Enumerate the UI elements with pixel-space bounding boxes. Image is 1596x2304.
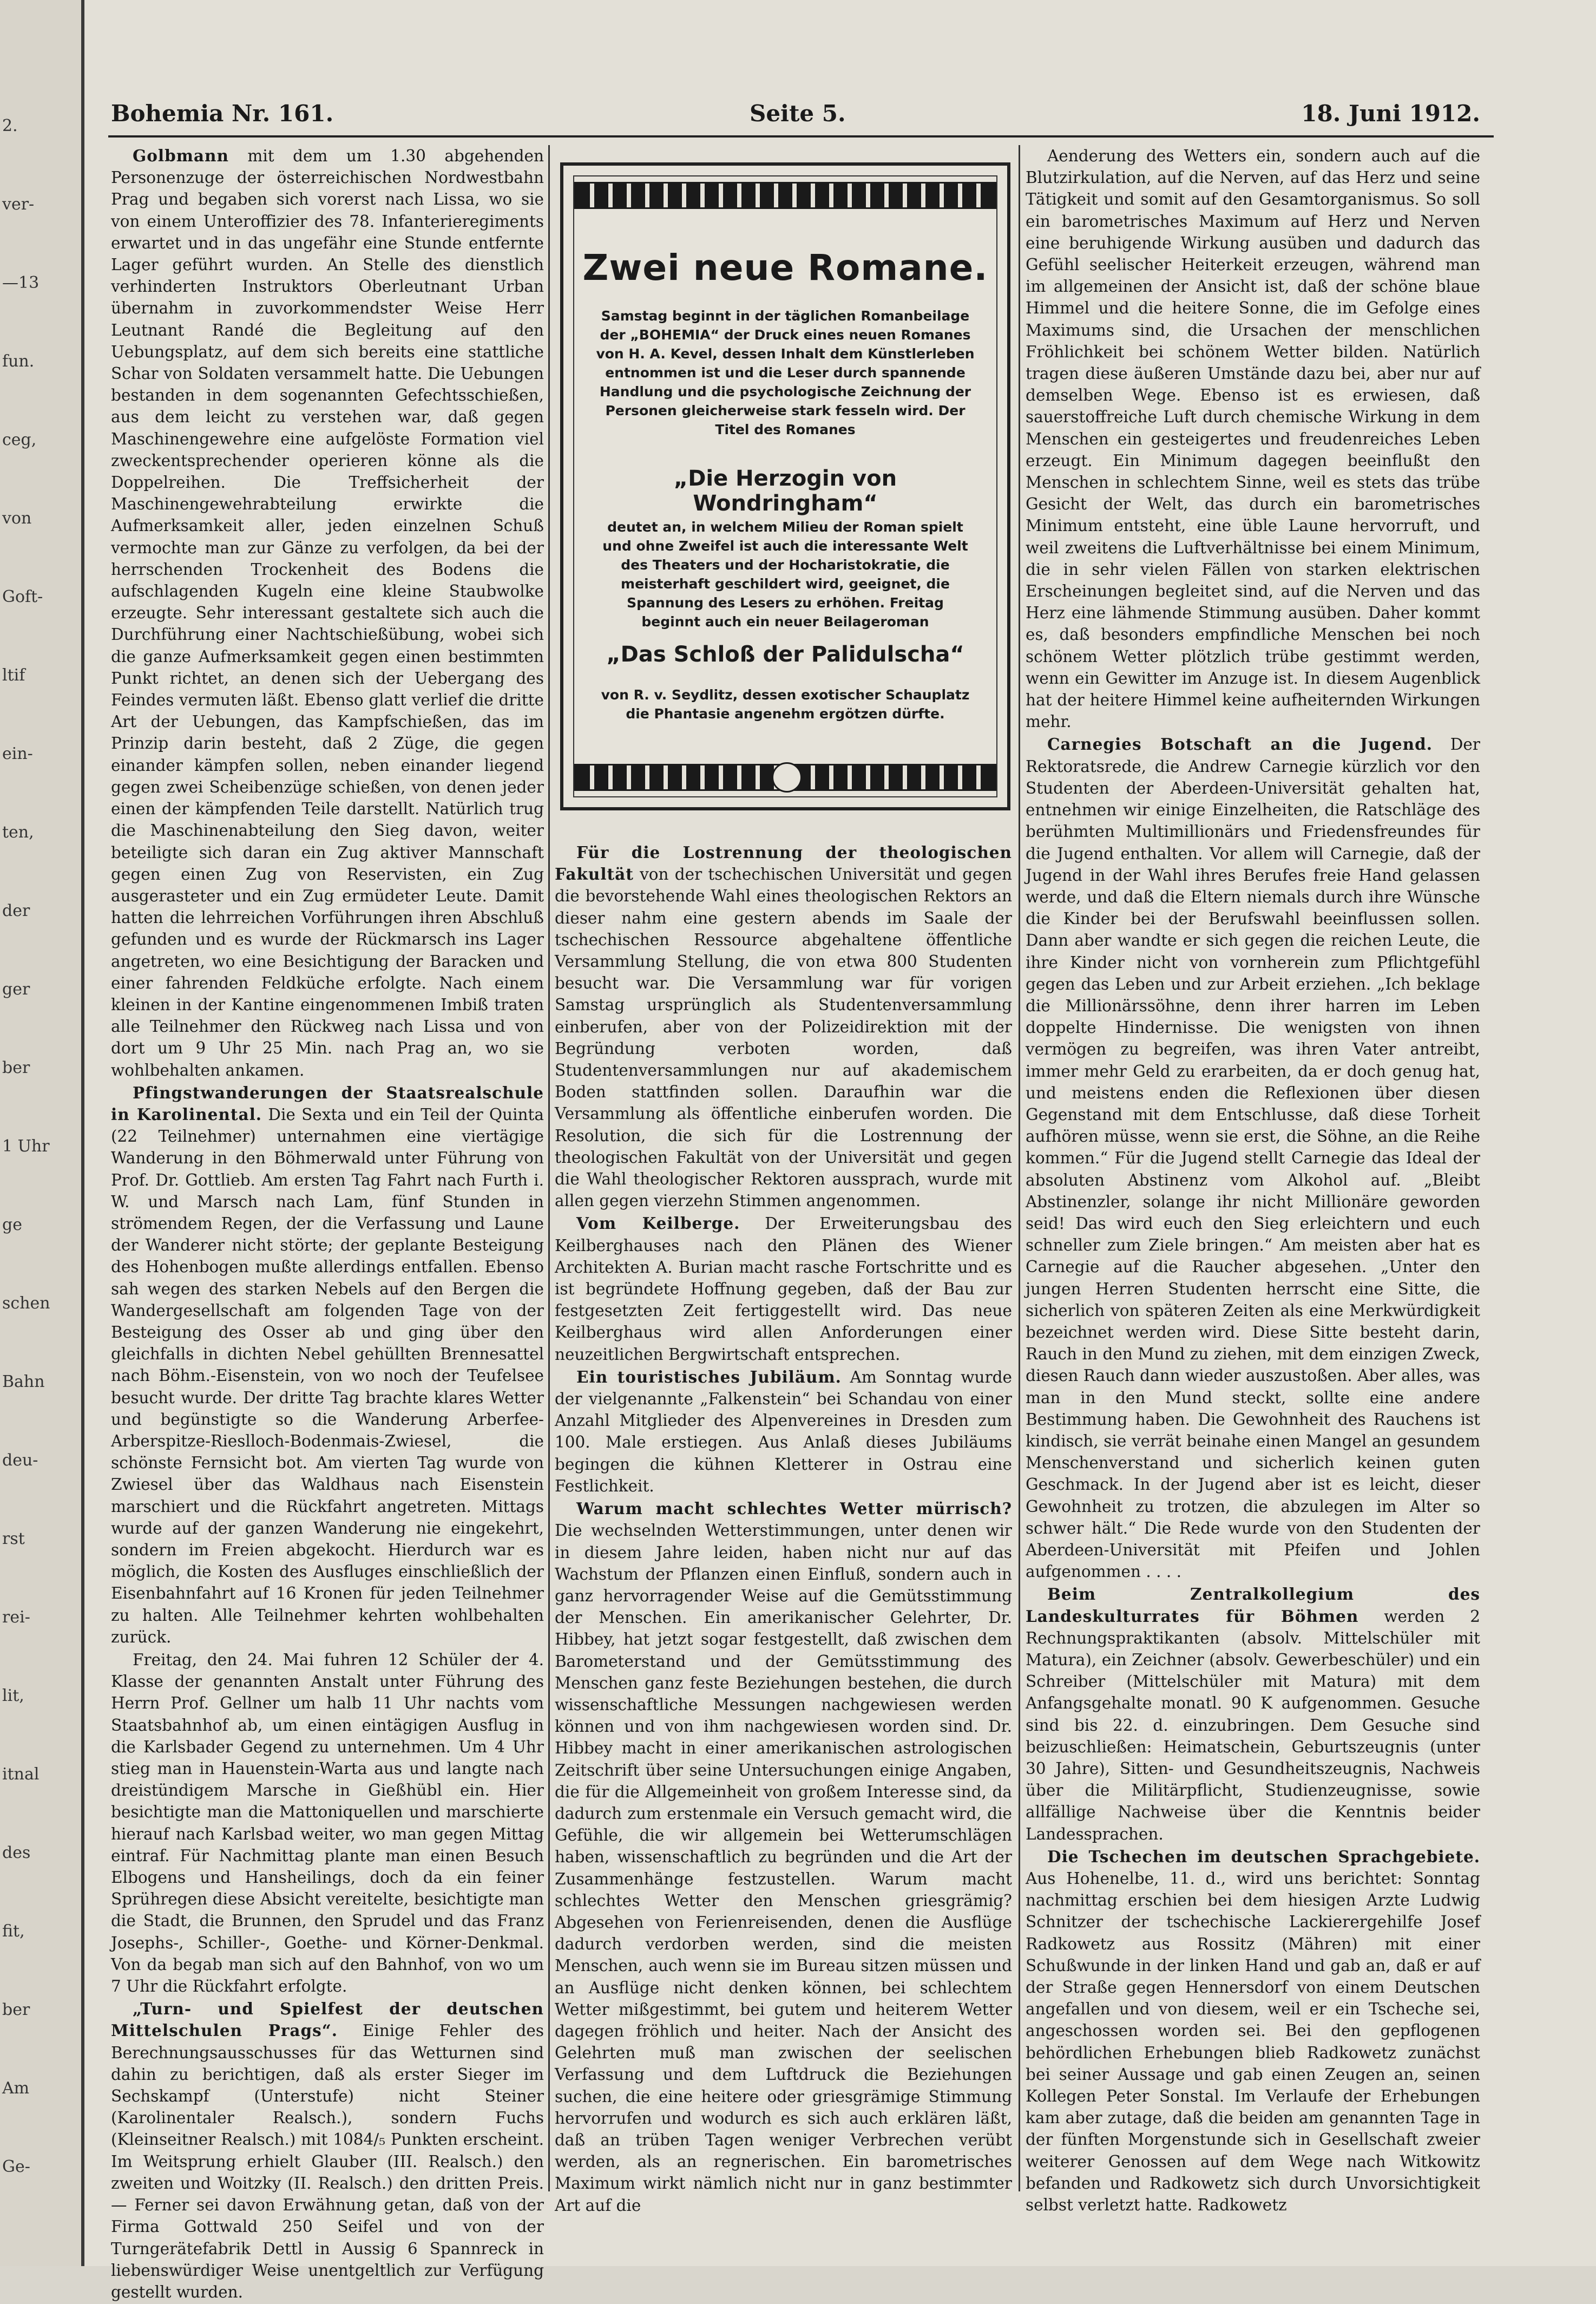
article-paragraph [555,1366,1012,1497]
gutter-fragment: itnal [2,1765,40,1784]
gutter-fragment: ein- [2,744,33,763]
gutter-fragment: Am [2,2079,30,2098]
gutter-fragment: —13 [2,273,40,292]
article-paragraph [111,1998,544,2303]
article-paragraph [111,1649,544,1997]
article-headline: Beim Zentralkollegium des Landeskulturrates für Böhmen [1026,1585,1480,1626]
ornament-border-bottom [574,764,996,791]
issue-date: 18. Juni 1912. [1301,100,1480,127]
article-headline: „Turn- und Spielfest der deutschen Mittelschulen Prags“. [111,1999,544,2040]
gutter-fragment: rst [2,1529,25,1548]
gutter-fragment: ltif [2,666,25,685]
gutter-fragment: ver- [2,195,35,214]
gutter-fragment: 2. [2,116,18,135]
box-middle: deutet an, in welchem Milieu der Roman spielt und ohne Zweifel ist auch die interessante Welt des Theaters und der Hocharistokratie, die meisterhaft geschildert wird, geeignet, die Spannung des Lesers zu erhöhen. Freitag beginnt auch ein neuer Beilageroman [602,519,968,630]
box-title: Zwei neue Romane. [582,247,988,289]
gutter-fragment: des [2,1843,31,1862]
article-paragraph [1026,1583,1480,1844]
novel-announcement-box [560,162,1010,810]
article-headline: Warum macht schlechtes Wetter mürrisch? [576,1499,1012,1518]
gutter-fragment: ber [2,1058,30,1077]
article-headline: Pfingstwanderungen der Staatsrealschule in Karolinental. [111,1083,544,1124]
gutter-fragment: von [2,509,32,528]
article-body: Der Rektoratsrede, die Andrew Carnegie kürzlich vor den Studenten der Aberdeen-Universität gehalten hat, entnehmen wir einige Einzelheiten, die Ratschläge des berühmten Multimillionärs und Friedensfreundes für die Jugend enthalten. Vor allem will Carnegie, daß der Jugend in der Wahl ihres Berufes freie Hand gelassen werde, und daß die Eltern niemals durch ihre Wünsche die Kinder bei der Berufswahl beeinflussen sollen. Dann aber wandte er sich gegen die reichen Leute, die ihre Kinder nicht von vornherein zum Pflichtgefühl gegen das Leben und zur Arbeit erziehen. „Ich beklage die Millionärssöhne, denn ihrer harren im Leben doppelte Hindernisse. Die wenigsten von ihnen vermögen zu begreifen, was ihren Vater antreibt, immer mehr Geld zu erarbeiten, da er doch genug hat, und meistens enden die Reflexionen über diesen Gegenstand mit dem Entschlusse, daß diese Torheit aufhören müsse, wenn sie erst, die Söhne, an die Reihe kommen.“ Für die Jugend stellt Carnegie das Ideal der absoluten Abstinenz vom Alkohol auf. „Bleibt Abstinenzler, solange ihr nicht Millionäre geworden seid! Das wird euch den Sieg erleichtern und euch schneller zum Ziele bringen.“ Am meisten aber hat es Carnegie auf die Raucher abgesehen. „Unter den jungen Herren Studenten herrscht eine Sitte, die sicherlich von späteren Zeiten als eine Merkwürdigkeit bezeichnet werden wird. Diese Sitte besteht darin, Rauch in den Mund zu ziehen, mit dem einzigen Zweck, diesen Rauch dann wieder auszustoßen. Aber alles, was man in den Mund steckt, sollte eine andere Bestimmung haben. Die Gewohnheit des Rauchens ist kindisch, sie verrät beinahe einen Mangel an gesundem Menschenverstand und sicherlich keinen guten Geschmack. In der Jugend aber ist es leicht, dieser Gewohnheit zu trotzen, die abzulegen im Alter so schwer hält.“ Die Rede wurde von den Studenten der Aberdeen-Universität mit Pfeifen und Johlen aufgenommen . . . . [1026,735,1480,1581]
article-body: mit dem um 1.30 abgehenden Personenzuge der österreichischen Nordwestbahn Prag und begaben sich vorerst nach Lissa, wo sie von einem Unteroffizier des 78. Infanterieregiments erwartet und in das ungefähr eine Stunde entfernte Lager geführt wurden. An Stelle des dienstlich verhinderten Instruktors Oberleutnant Urban übernahm in zuvorkommendster Weise Herr Leutnant Randé die Begleitung auf den Uebungsplatz, auf dem sich bereits eine stattliche Schar von Soldaten versammelt hatte. Die Uebungen bestanden in dem sogenannten Gefechtsschießen, aus dem leicht zu verstehen war, daß gegen Maschinengewehre eine aufgelöste Formation viel zweckentsprechender operieren könne als die Doppelreihen. Die Treffsicherheit der Maschinengewehrabteilung erwirkte die Aufmerksamkeit aller, jeden einzelnen Schuß vermochte man zur Gänze zu verfolgen, da bei der herrschenden Trockenheit des Bodens die aufschlagenden Kugeln eine kleine Staubwolke erzeugte. Sehr interessant gestaltete sich auch die Durchführung einer Nachtschießübung, wobei sich die ganze Aufmerksamkeit gegen einen bestimmten Punkt richtet, an denen sich der Uebergang des Feindes vermuten läßt. Ebenso glatt verlief die dritte Art der Uebungen, das Kampfschießen, das im Prinzip darin besteht, daß 2 Züge, die gegen einander kämpfen sollen, neben einander liegend gegen zwei Scheibenzüge schießen, von denen jeder einen der kämpfenden Teile darstellt. Natürlich trug die Maschinenabteilung den Sieg davon, weiter beteiligte sich daran ein Zug aktiver Mannschaft gegen einen Zug von Reservisten, ein Zug ausgerasteter und ein Zug ermüdeter Leute. Damit hatten die lehrreichen Vorführungen ihren Abschluß gefunden und es wurde der Rückmarsch ins Lager angetreten, wo eine Besichtigung der Baracken und einer fahrenden Feldküche erfolgte. Nach einem kleinen in der Kantine eingenommenen Imbiß traten alle Teilnehmer den Rückweg nach Lissa und von dort um 9 Uhr 25 Min. nach Prag an, wo sie wohlbehalten ankamen. [111,147,544,1079]
ornament-border-top [574,182,996,209]
header-rule [108,135,1494,138]
box-intro: Samstag beginnt in der täglichen Romanbeilage der „BOHEMIA“ der Druck eines neuen Romanes von H. A. Kevel, dessen Inhalt dem Künstlerleben entnommen ist und die Leser durch spannende Handlung und die psychologische Zeichnung der Personen gleicherweise stark fesseln wird. Der Titel des Romanes [596,308,975,437]
article-body: Der Erweiterungsbau des Keilberghauses nach den Plänen des Wiener Architekten A. Burian macht rasche Fortschritte und es ist begründete Hoffnung gegeben, daß der Bau zur festgesetzten Zeit fertiggestellt wird. Das neue Keilberghaus wird allen Anforderungen einer neuzeitlichen Bergwirtschaft entsprechen. [555,1214,1012,1364]
article-paragraph [1026,1846,1480,2216]
article-headline: Carnegies Botschaft an die Jugend. [1047,735,1433,754]
gutter-fragment: fun. [2,352,35,371]
article-paragraph [111,1082,544,1648]
ornament-center-icon [772,762,802,793]
article-paragraph [555,1498,1012,2216]
gutter-fragment: ger [2,980,30,999]
gutter-fragment: Ge- [2,2157,30,2176]
article-paragraph [555,842,1012,1212]
gutter-fragment: 1 Uhr [2,1137,50,1156]
article-headline: Für die Lostrennung der theologischen Fakultät [555,843,1012,884]
page-number: Seite 5. [750,100,846,127]
article-body: Aus Hohenelbe, 11. d., wird uns berichtet: Sonntag nachmittag erschien bei dem hiesigen Arzte Ludwig Schnitzer der tschechische Lackierergehilfe Josef Radkowetz aus Rossitz (Mähren) mit einer Schußwunde in der linken Hand und gab an, daß er auf der Straße gegen Hennersdorf von einem Deutschen angefallen und von diesem, weil er ein Tscheche sei, angeschossen worden sei. Bei den gepflogenen behördlichen Erhebungen blieb Radkowetz zunächst bei seiner Aussage und gab einen Zeugen an, seinen Kollegen Peter Sonstal. Im Verlaufe der Erhebungen kam aber zutage, daß die beiden am genannten Tage in der fünften Morgenstunde sich in Gesellschaft zweier weiterer Genossen auf dem Wege nach Witkowitz befanden und Radkowetz sich durch Unvorsichtigkeit selbst verletzt hatte. Radkowetz [1026,1869,1480,2215]
column-rule-2 [1019,145,1020,2191]
novel-title-1: „Die Herzogin von Wondringham“ [673,466,897,516]
gutter-fragment: schen [2,1294,50,1313]
article-body: Die wechselnden Wetterstimmungen, unter denen wir in diesem Jahre leiden, haben nicht nur auf das Wachstum der Pflanzen einen Einfluß, sondern auch in ganz hervorragender Weise auf die Gemütsstimmung der Menschen. Ein amerikanischer Gelehrter, Dr. Hibbey, hat jetzt sogar festgestellt, daß zwischen dem Barometerstand und der Gemütsstimmung des Menschen ganz feste Beziehungen bestehen, die durch wissenschaftliche Messungen nachgewiesen werden können und von ihm nachgewiesen worden sind. Dr. Hibbey macht in einer amerikanischen astrologischen Zeitschrift über seine Untersuchungen einige Angaben, die für die Allgemeinheit von großem Interesse sind, da dadurch zum erstenmale ein Versuch gemacht wird, die Gefühle, die wir allgemein bei Wetterumschlägen haben, wissenschaftlich zu begründen und die Art der Zusammenhänge festzustellen. Warum macht schlechtes Wetter den Menschen griesgrämig? Abgesehen von Ferienreisenden, denen die Ausflüge dadurch verdorben werden, sind die meisten Menschen, auch wenn sie im Bureau sitzen müssen und an Ausflüge nicht denken können, bei schlechtem Wetter mißgestimmt, bei gutem und heiterem Wetter dagegen fröhlich und heiter. Nach der Ansicht des Gelehrten muß man zwischen der seelischen Verfassung und dem Luftdruck die Beziehungen suchen, die eine heitere oder griesgrämige Stimmung hervorrufen und wodurch es sich auch erklären läßt, daß an trüben Tagen weniger Verbrechen verübt werden, als an regnerischen. Ein barometrisches Maximum wirkt nämlich nicht nur in ganz bestimmter Art auf die [555,1521,1012,2215]
gutter-fragment: ber [2,2000,30,2019]
article-headline: Ein touristisches Jubiläum. [576,1367,842,1386]
article-body: Aenderung des Wetters ein, sondern auch auf die Blutzirkulation, auf die Nerven, auf das Herz und seine Tätigkeit und somit auf den Gesamtorganismus. So soll ein barometrisches Maximum auf Herz und Nerven eine beruhigende Wirkung ausüben und dadurch das Gefühl seelischer Heiterkeit erzeugen, während man im allgemeinen der Ansicht ist, daß der schöne blaue Himmel und die heitere Sonne, die im Gefolge eines Maximums sind, die Ursachen der menschlichen Fröhlichkeit bei schönem Wetter bilden. Natürlich tragen diese äußeren Umstände dazu bei, aber nur auf demselben Wege. Ebenso ist es erwiesen, daß sauerstoffreiche Luft durch chemische Wirkung in dem Menschen ein gesteigertes und freudenreiches Leben erzeugt. Ein Minimum dagegen beeinflußt den Menschen in schlechtem Sinne, weil es stets das trübe Gesicht der Welt, das durch ein barometrisches Minimum entsteht, eine üble Laune hervorruft, und weil zweitens die Luftverhältnisse bei einem Minimum, die in sehr vielen Fällen von starken elektrischen Erscheinungen begleitet sind, auf die Nerven und das Herz eine lähmende Stimmung ausüben. Daher kommt es, daß besonders empfindliche Menschen bei noch schönem Wetter plötzlich trübe gestimmt werden, wenn ein Gewitter im Anzuge ist. In diesem Augenblick hat der heitere Himmel keine aufheiternden Wirkungen mehr. [1026,147,1480,731]
article-headline: Die Tschechen im deutschen Sprachgebiete. [1047,1847,1480,1866]
gutter-fragment: ge [2,1215,22,1234]
gutter-fragment: fit, [2,1922,25,1941]
previous-page-edge [0,0,84,2266]
gutter-fragment: Goft- [2,587,43,606]
article-body: von der tschechischen Universität und gegen die bevorstehende Wahl eines theologischen Rektors an dieser nahm eine gestern abends im Saale der tschechischen Ressource abgehaltene öffentliche Versammlung Stellung, die von etwa 800 Studenten besucht war. Die Versammlung war für vorigen Samstag ursprünglich als Studentenversammlung einberufen, aber von der Polizeidirektion mit der Begründung verboten worden, daß Studentenversammlungen nur auf akademischem Boden stattfinden sollen. Daraufhin war die Versammlung als öffentliche einberufen worden. Die Resolution, die sich für die Lostrennung der theologischen Fakultät von der Universität und gegen die Wahl theologischer Rektoren aussprach, wurde mit allen gegen vierzehn Stimmen angenommen. [555,865,1012,1210]
article-paragraph [1026,734,1480,1582]
gutter-fragment: Bahn [2,1372,45,1391]
gutter-fragment: der [2,901,30,920]
article-body: Am Sonntag wurde der vielgenannte „Falkenstein“ bei Schandau von einer Anzahl Mitglieder des Alpenvereines in Dresden zum 100. Male erstiegen. Aus Anlaß dieses Jubiläums begingen die kühnen Kletterer in Ostrau eine Festlichkeit. [555,1367,1012,1495]
column-3 [1026,145,1480,2217]
article-headline: Vom Keilberge. [576,1214,740,1233]
column-1 [111,145,544,2304]
article-paragraph [555,1213,1012,1365]
gutter-fragment: lit, [2,1686,24,1705]
page-header [111,100,1480,138]
gutter-fragment: deu- [2,1451,38,1470]
column-2 [555,842,1012,2217]
gutter-fragment: ten, [2,823,34,842]
box-outro: von R. v. Seydlitz, dessen exotischer Schauplatz die Phantasie angenehm ergötzen dürfte. [601,687,970,722]
gutter-fragment: ceg, [2,430,37,449]
article-headline: Golbmann [133,146,229,165]
article-paragraph [1026,145,1480,732]
article-body: Einige Fehler des Berechnungsausschusses für das Wetturnen sind dahin zu berichtigen, daß als erster Sieger im Sechskampf (Unterstufe) nicht Steiner (Karolinentaler Realsch.), sondern Fuchs (Kleinseitner Realsch.) mit 1084/₅ Punkten erscheint. Im Weitsprung erhielt Glauber (III. Realsch.) den zweiten und Woitzky (II. Realsch.) den dritten Preis. — Ferner sei davon Erwähnung getan, daß von der Firma Gottwald 250 Seifel und von der Turngerätefabrik Dettl in Aussig 6 Spannreck in liebenswürdiger Weise unentgeltlich zur Verfügung gestellt wurden. [111,2021,544,2301]
column-rule-1 [548,145,550,2191]
article-body: werden 2 Rechnungspraktikanten (absolv. Mittelschüler mit Matura), ein Zeichner (absolv. Gewerbeschüler) und ein Schreiber (Mittelschüler mit Matura) mit dem Anfangsgehalte monatl. 90 K aufgenommen. Gesuche sind bis 22. d. einzubringen. Dem Gesuche sind beizuschließen: Heimatschein, Geburtszeugnis (unter 30 Jahre), Sitten- und Gesundheitszeugnis, Nachweis über die Militärpflicht, Studienzeugnisse, sowie allfällige Nachweise über die Kenntnis beider Landessprachen. [1026,1607,1480,1843]
novel-title-2: „Das Schloß der Palidulscha“ [606,642,964,667]
article-body: Die Sexta und ein Teil der Quinta (22 Teilnehmer) unternahmen eine viertägige Wanderung in den Böhmerwald unter Führung von Prof. Dr. Gottlieb. Am ersten Tag Fahrt nach Furth i. W. und Marsch nach Lam, fünf Stunden in strömendem Regen, der die Verfassung und Laune der Wanderer nicht störte; der geplante Besteigung des Hohenbogen mußte allerdings entfallen. Ebenso sah wegen des starken Nebels auf den Bergen die Wandergesellschaft am folgenden Tage von der Besteigung des Osser ab und ging über den gleichfalls in dichten Nebel gehüllten Brennesattel nach Böhm.-Eisenstein, von wo noch der Teufelsee besucht wurde. Der dritte Tag brachte klares Wetter und begünstigte so die Wanderung Arberfee-Arberspitze-Rieslloch-Bodenmais-Zwiesel, die schönste Fernsicht bot. Am vierten Tag wurde von Zwiesel über das Waldhaus nach Eisenstein marschiert und die Rückfahrt angetreten. Mittags wurde auf der ganzen Wanderung nie eingekehrt, sondern im Freien abgekocht. Hierdurch war es möglich, die Kosten des Ausfluges einschließlich der Eisenbahnfahrt auf 16 Kronen für jeden Teilnehmer zu halten. Alle Teilnehmer kehrten wohlbehalten zurück. [111,1105,544,1646]
gutter-fragment: rei- [2,1608,30,1627]
article-paragraph [111,145,544,1081]
masthead-issue: Bohemia Nr. 161. [111,100,334,127]
article-body: Freitag, den 24. Mai fuhren 12 Schüler der 4. Klasse der genannten Anstalt unter Führung des Herrn Prof. Gellner um halb 11 Uhr nachts vom Staatsbahnhof ab, um einen eintägigen Ausflug in die Karlsbader Gegend zu unternehmen. Um 4 Uhr stieg man in Hauenstein-Warta aus und langte nach dreistündigem Marsche in Gießhübl ein. Hier besichtigte man die Mattoniquellen und marschierte hierauf nach Karlsbad weiter, wo man gegen Mittag eintraf. Für Nachmittag plante man einen Besuch Elbogens und Hansheilings, doch da ein feiner Sprühregen diese Absicht vereitelte, besichtigte man die Stadt, die Brunnen, den Sprudel und das Franz Josephs-, Schiller-, Goethe- und Körner-Denkmal. Von da begab man sich auf den Bahnhof, von wo um 7 Uhr die Rückfahrt erfolgte. [111,1651,544,1996]
